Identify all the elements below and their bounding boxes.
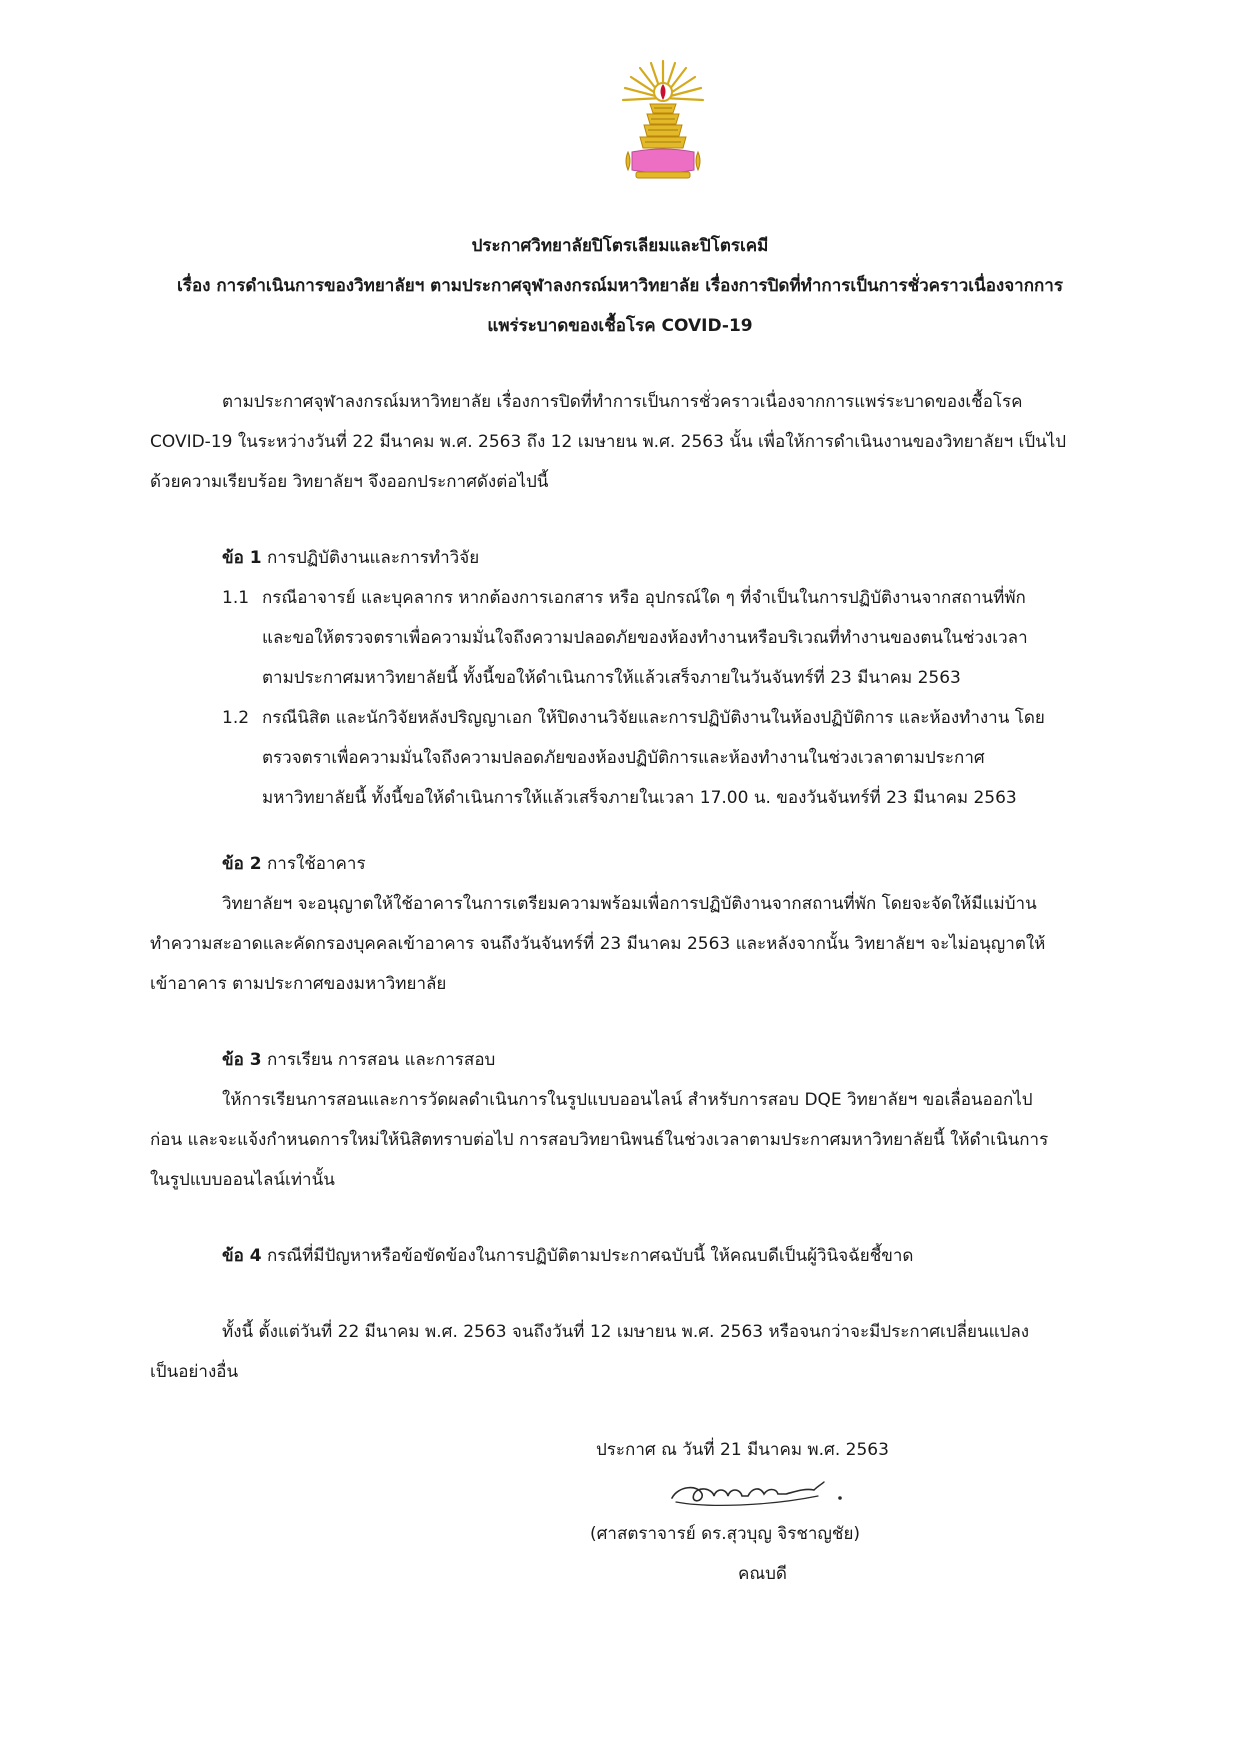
announcement-date: ประกาศ ณ วันที่ 21 มีนาคม พ.ศ. 2563	[596, 1440, 889, 1460]
signer-name: (ศาสตราจารย์ ดร.สุวบุญ จิรชาญชัย)	[590, 1524, 861, 1544]
title-line-1: ประกาศวิทยาลัยปิโตรเลียมและปิโตรเคมี	[471, 236, 769, 256]
section-2-header	[222, 844, 366, 884]
announcement-title	[140, 226, 1100, 346]
section-3-line-3: ในรูปแบบออนไลน์เท่านั้น	[150, 1170, 335, 1190]
section-3-line-2: ก่อน และจะแจ้งกำหนดการใหม่ให้นิสิตทราบต่อไป การสอบวิทยานิพนธ์ในช่วงเวลาตามประกาศมหาวิทยาลัยนี้ ให้ดำเนินการ	[150, 1130, 1049, 1150]
item-1-2-number: 1.2	[222, 708, 250, 728]
item-1-1-line-1: กรณีอาจารย์ และบุคลากร หากต้องการเอกสาร หรือ อุปกรณ์ใด ๆ ที่จำเป็นในการปฏิบัติงานจากสถานที่พัก	[262, 588, 1026, 608]
title-line-3: แพร่ระบาดของเชื้อโรค COVID-19	[487, 316, 753, 336]
item-1-2-line-2: ตรวจตราเพื่อความมั่นใจถึงความปลอดภัยของห้องปฏิบัติการและห้องทำงานในช่วงเวลาตามประกาศ	[262, 748, 985, 768]
section-3-label: ข้อ 3	[222, 1050, 262, 1070]
section-1-label: ข้อ 1	[222, 548, 262, 568]
section-2-line-3: เข้าอาคาร ตามประกาศของมหาวิทยาลัย	[150, 974, 447, 994]
section-3-line-1: ให้การเรียนการสอนและการวัดผลดำเนินการในรูปแบบออนไลน์ สำหรับการสอบ DQE วิทยาลัยฯ ขอเลื่อนออกไป	[222, 1090, 1033, 1110]
section-4	[222, 1236, 913, 1276]
title-line-2: เรื่อง การดำเนินการของวิทยาลัยฯ ตามประกาศจุฬาลงกรณ์มหาวิทยาลัย เรื่องการปิดที่ทำการเป็นการชั่วคราวเนื่องจากการ	[177, 276, 1063, 296]
section-2-line-1: วิทยาลัยฯ จะอนุญาตให้ใช้อาคารในการเตรียมความพร้อมเพื่อการปฏิบัติงานจากสถานที่พัก โดยจะจัดให้มีแม่บ้าน	[222, 894, 1037, 914]
item-1-2-line-1: กรณีนิสิต และนักวิจัยหลังปริญญาเอก ให้ปิดงานวิจัยและการปฏิบัติงานในห้องปฏิบัติการ และห้องทำงาน โดย	[262, 708, 1045, 728]
handwritten-signature-icon	[668, 1472, 854, 1512]
section-2-line-2: ทำความสะอาดและคัดกรองบุคคลเข้าอาคาร จนถึงวันจันทร์ที่ 23 มีนาคม 2563 และหลังจากนั้น วิทยาลัยฯ จะไม่อนุญาตให้	[150, 934, 1046, 954]
section-3-header	[222, 1040, 495, 1080]
section-3-heading: การเรียน การสอน และการสอบ	[266, 1050, 496, 1070]
intro-line-1: ตามประกาศจุฬาลงกรณ์มหาวิทยาลัย เรื่องการปิดที่ทำการเป็นการชั่วคราวเนื่องจากการแพร่ระบาดของเชื้อโรค	[222, 392, 1023, 412]
effective-line-2: เป็นอย่างอื่น	[150, 1362, 239, 1382]
item-1-1-number: 1.1	[222, 588, 250, 608]
item-1-1-line-3: ตามประกาศมหาวิทยาลัยนี้ ทั้งนี้ขอให้ดำเนินการให้แล้วเสร็จภายในวันจันทร์ที่ 23 มีนาคม 2563	[262, 668, 961, 688]
item-1-1-line-2: และขอให้ตรวจตราเพื่อความมั่นใจถึงความปลอดภัยของห้องทำงานหรือบริเวณที่ทำงานของตนในช่วงเวลา	[262, 628, 1028, 648]
section-1-header	[222, 538, 479, 578]
item-1-2-line-3: มหาวิทยาลัยนี้ ทั้งนี้ขอให้ดำเนินการให้แล้วเสร็จภายในเวลา 17.00 น. ของวันจันทร์ที่ 23 มีนาคม 2563	[262, 788, 1017, 808]
section-1-heading: การปฏิบัติงานและการทำวิจัย	[266, 548, 480, 568]
section-2-label: ข้อ 2	[222, 854, 262, 874]
effective-line-1: ทั้งนี้ ตั้งแต่วันที่ 22 มีนาคม พ.ศ. 2563 จนถึงวันที่ 12 เมษายน พ.ศ. 2563 หรือจนกว่าจะมีประกาศเปลี่ยนแปลง	[222, 1322, 1030, 1342]
signer-position: คณบดี	[738, 1564, 787, 1584]
section-4-label: ข้อ 4	[222, 1246, 262, 1266]
section-2-heading: การใช้อาคาร	[266, 854, 366, 874]
intro-line-3: ด้วยความเรียบร้อย วิทยาลัยฯ จึงออกประกาศดังต่อไปนี้	[150, 472, 549, 492]
chulalongkorn-emblem-logo	[620, 58, 706, 182]
intro-line-2: COVID-19 ในระหว่างวันที่ 22 มีนาคม พ.ศ. 2563 ถึง 12 เมษายน พ.ศ. 2563 นั้น เพื่อให้การดำเนินงานของวิทยาลัยฯ เป็นไป	[150, 432, 1067, 452]
section-4-text: กรณีที่มีปัญหาหรือข้อขัดข้องในการปฏิบัติตามประกาศฉบับนี้ ให้คณบดีเป็นผู้วินิจฉัยชี้ขาด	[266, 1246, 914, 1266]
